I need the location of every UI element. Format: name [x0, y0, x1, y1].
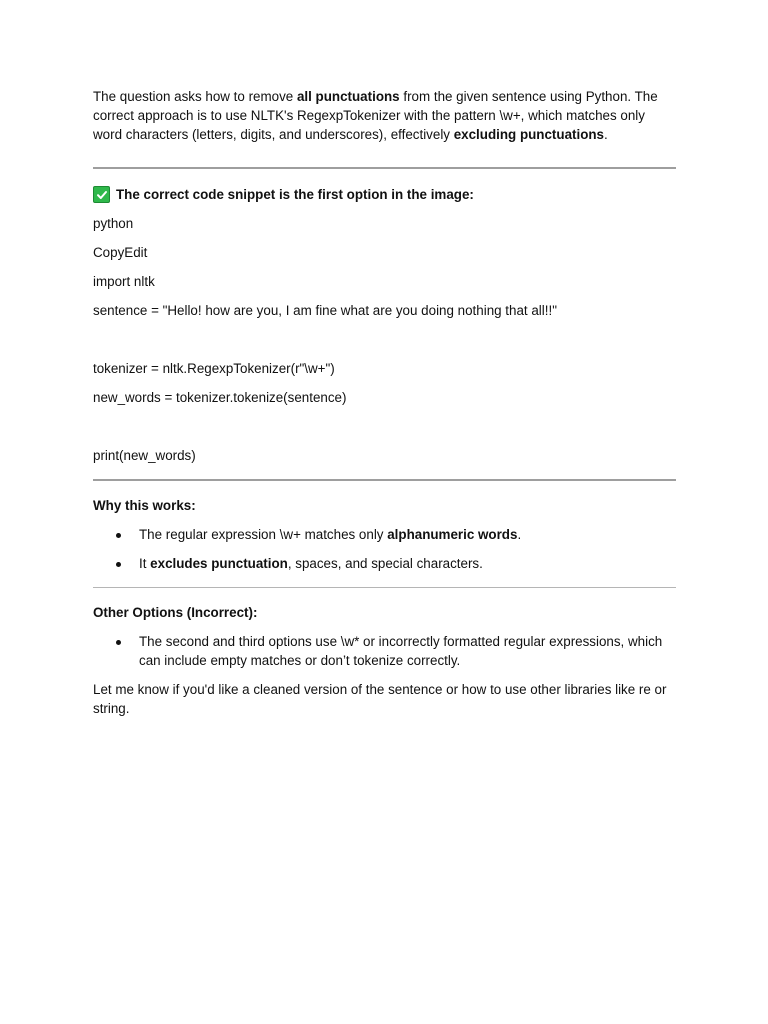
answer-heading — [93, 185, 676, 204]
code-line: new_words = tokenizer.tokenize(sentence) — [93, 390, 347, 405]
why-bullet-1-text: The regular expression \w+ matches only — [139, 527, 388, 542]
list-item — [93, 554, 676, 573]
why-heading — [93, 496, 676, 515]
code-blank-line — [93, 330, 676, 349]
other-heading — [93, 603, 676, 622]
check-mark-icon — [93, 186, 110, 203]
code-line: import nltk — [93, 274, 155, 289]
code-line: sentence = "Hello! how are you, I am fine what are you doing nothing that all!!" — [93, 303, 557, 318]
why-bullet-2-bold: excludes punctuation — [150, 556, 288, 571]
code-line: CopyEdit — [93, 245, 148, 260]
bullet-icon — [116, 562, 121, 567]
section-divider — [93, 479, 676, 481]
other-heading-text: Other Options (Incorrect): — [93, 605, 258, 620]
intro-paragraph — [93, 87, 676, 144]
closing-paragraph: Let me know if you'd like a cleaned version of the sentence or how to use other libraries like re or string. — [93, 682, 667, 716]
bullet-icon — [116, 533, 121, 538]
answer-heading-text: The correct code snippet is the first option in the image: — [116, 187, 474, 202]
intro-bold-2: excluding punctuations — [453, 127, 604, 142]
list-item — [93, 632, 676, 670]
section-divider — [93, 167, 676, 169]
why-bullet-2-text: It — [139, 556, 151, 571]
why-bullet-1-tail: . — [517, 527, 522, 542]
intro-text-3: . — [604, 127, 608, 142]
why-bullet-1-bold: alphanumeric words — [387, 527, 518, 542]
why-list — [93, 525, 676, 573]
document-content — [93, 87, 676, 718]
code-blank-line — [93, 417, 676, 436]
other-list — [93, 632, 676, 670]
code-line: print(new_words) — [93, 448, 196, 463]
other-bullet-1-text: The second and third options use \w* or incorrectly formatted regular expressions, which can include empty matches or don’t tokenize correctly. — [139, 634, 663, 668]
code-line: python — [93, 216, 134, 231]
why-heading-text: Why this works: — [93, 498, 196, 513]
section-divider — [93, 587, 676, 588]
why-bullet-2-tail: , spaces, and special characters. — [287, 556, 483, 571]
code-line: tokenizer = nltk.RegexpTokenizer(r"\w+") — [93, 361, 335, 376]
list-item — [93, 525, 676, 544]
intro-bold-1: all punctuations — [296, 89, 400, 104]
intro-text-2: from the given sentence using Python. The correct approach is to use NLTK's RegexpTokenizer with the pattern \w+, which matches only word characters (letters, digits, and underscores), effectively — [93, 89, 658, 142]
bullet-icon — [116, 640, 121, 645]
intro-text-1: The question asks how to remove — [93, 89, 297, 104]
